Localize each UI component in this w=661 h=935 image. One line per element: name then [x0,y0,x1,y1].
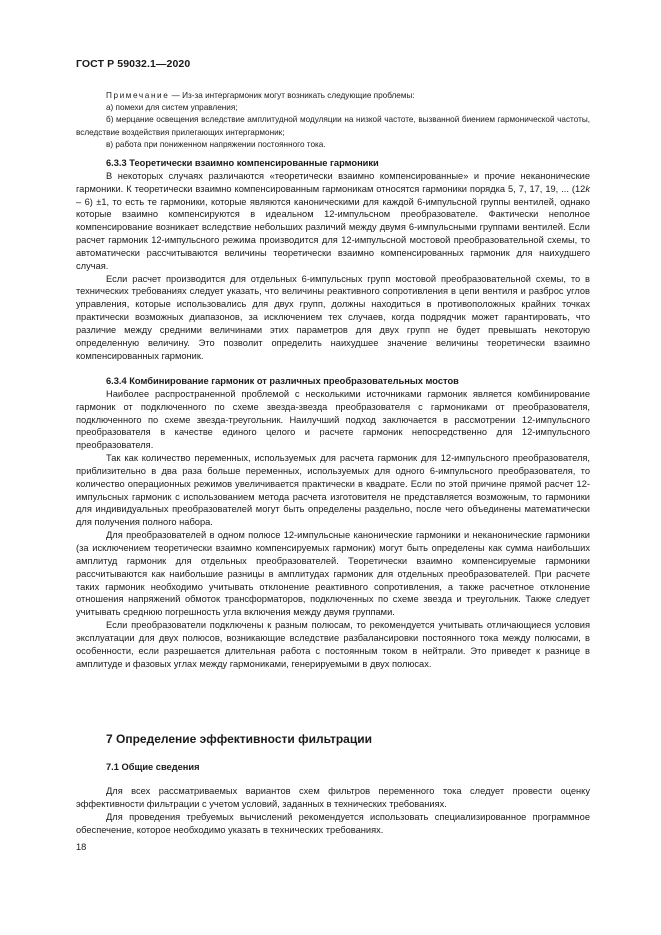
p1-variable-k: k [585,183,590,194]
note-label: Примечание [106,91,170,100]
section-6-3-3-paragraph-1 [76,170,590,273]
section-7-1-heading: 7.1 Общие сведения [106,762,200,772]
note-intro [76,90,590,102]
section-6-3-3-title: 6.3.3 Теоретически взаимно компенсированные гармоники [106,158,379,168]
section-6-3-3-paragraph-2: Если расчет производится для отдельных 6-импульсных групп мостовой преобразовательной схемы, то в технических требованиях следует указать, что величины реактивного сопротивления в цепи вентиля и разброс углов управления, которые использовались для двух групп, должны находиться в противоположных крайних точках практически возможных диапазонов, за исключением тех случаев, когда подрядчик может гарантировать, что различие между средними величинами этих параметров для двух групп не будет превышать некоторую определенную величину. Это позволит определить наихудшее значение величины теоретически взаимно компенсированных гармоник. [76,273,590,361]
section-6-3-4-paragraph-2: Так как количество переменных, используемых для расчета гармоник для 12-импульсного преобразователя, приблизительно в два раза больше переменных, используемых для одного 6-импульсного преобразователя, то количество операционных режимов увеличивается практически в квадрате. Если по этой причине прямой расчет 12-импульсных гармоник с использованием метода расчета изготовителя не представляется возможным, то гармоники для индивидуальных преобразователей могут быть определены раздельно, после чего объединены математически для получения полного набора. [76,453,590,528]
section-6-3-4-paragraph-4: Если преобразователи подключены к разным полюсам, то рекомендуется учитывать отличающиеся условия эксплуатации для двух полюсов, возникающие вследствие разбалансировки постоянного тока между полюсами, в особенности, если разрешается длительная работа с постоянным током в нейтрали. Это приведет к разнице в амплитуде и фазовых углах между гармониками, генерируемыми в двух полюсах. [76,620,590,669]
note-item-b: б) мерцание освещения вследствие амплитудной модуляции на низкой частоте, вызванной биением гармонической частоты, вследствие воздействия прилегающих интергармоник; [76,115,590,137]
section-7-1-paragraph-2: Для проведения требуемых вычислений рекомендуется использовать специализированное программное обеспечение, которое необходимо указать в технических требованиях. [76,811,590,835]
section-6-3-4 [76,375,590,670]
note-block [76,90,590,151]
note-item-a: а) помехи для систем управления; [106,103,238,113]
section-7-heading: 7 Определение эффективности фильтрации [106,732,372,746]
section-6-3-4-paragraph-1: Наиболее распространенной проблемой с несколькими источниками гармоник является комбинирование гармоник от подключенного по схеме звезда-звезда преобразователя с гармониками от преобразователя, подключенного по схеме звезда-треугольник. Наилучший подход заключается в рассмотрении 12-импульсного преобразователя в качестве единого целого и расчете гармоник непосредственно для 12-импульсного преобразователя. [76,388,590,451]
section-6-3-4-paragraph-3: Для преобразователей в одном полюсе 12-импульсные канонические гармоники и неканонические гармоники (за исключением теоретически взаимно компенсируемых гармоник) могут быть определены как сумма наибольших амплитуд гармоник для отдельных преобразователей. Теоретически взаимно компенсируемые гармоники рассчитываются как наибольшие разницы в амплитудах гармоник для отдельных преобразователей. При расчете таких гармоник необходимо учитывать отклонение реактивного сопротивления, а также расчетное отклонение отношения напряжений обмоток трансформаторов, подключенных по схеме звезда и треугольник. Также следует учитывать среднюю погрешность угла включения между двумя группами. [76,530,590,618]
p1-part-a: В некоторых случаях различаются «теоретически взаимно компенсированные» и прочие неканонические гармоники. К теоретически взаимно компенсированным гармоникам относятся гармоники порядка 5, 7, 17, 19, ... (12 [76,170,590,194]
section-6-3-3 [76,157,590,363]
section-7-1-paragraph-1: Для всех рассматриваемых вариантов схем фильтров переменного тока следует провести оценку эффективности фильтрации с учетом условий, заданных в технических требованиях. [76,786,590,809]
note-intro-text: — Из-за интергармоник могут возникать следующие проблемы: [169,91,415,100]
section-6-3-4-title: 6.3.4 Комбинирование гармоник от различных преобразовательных мостов [106,376,459,386]
section-7-1 [76,785,590,836]
note-item-c: в) работа при пониженном напряжении постоянного тока. [106,139,326,149]
p1-part-b: – 6) ±1, то есть те гармоники, которые являются каноническими для каждой 6-импульсной группы вентилей, однако которые взаимно компенсируются в идеальном 12-импульсном преобразователе. Фактически неполное компенсирование возникает вследствие небольших различий между двумя 6-импульсными группами вентилей. Если расчет гармоник 12-импульсного режима производится для 12-импульсной мостовой преобразовательной схемы, то автоматически рассчитываются величины теоретически взаимно компенсированных гармоник для наихудшего случая. [76,196,590,271]
document-code-header: ГОСТ Р 59032.1—2020 [76,58,191,70]
page-number: 18 [76,842,87,852]
